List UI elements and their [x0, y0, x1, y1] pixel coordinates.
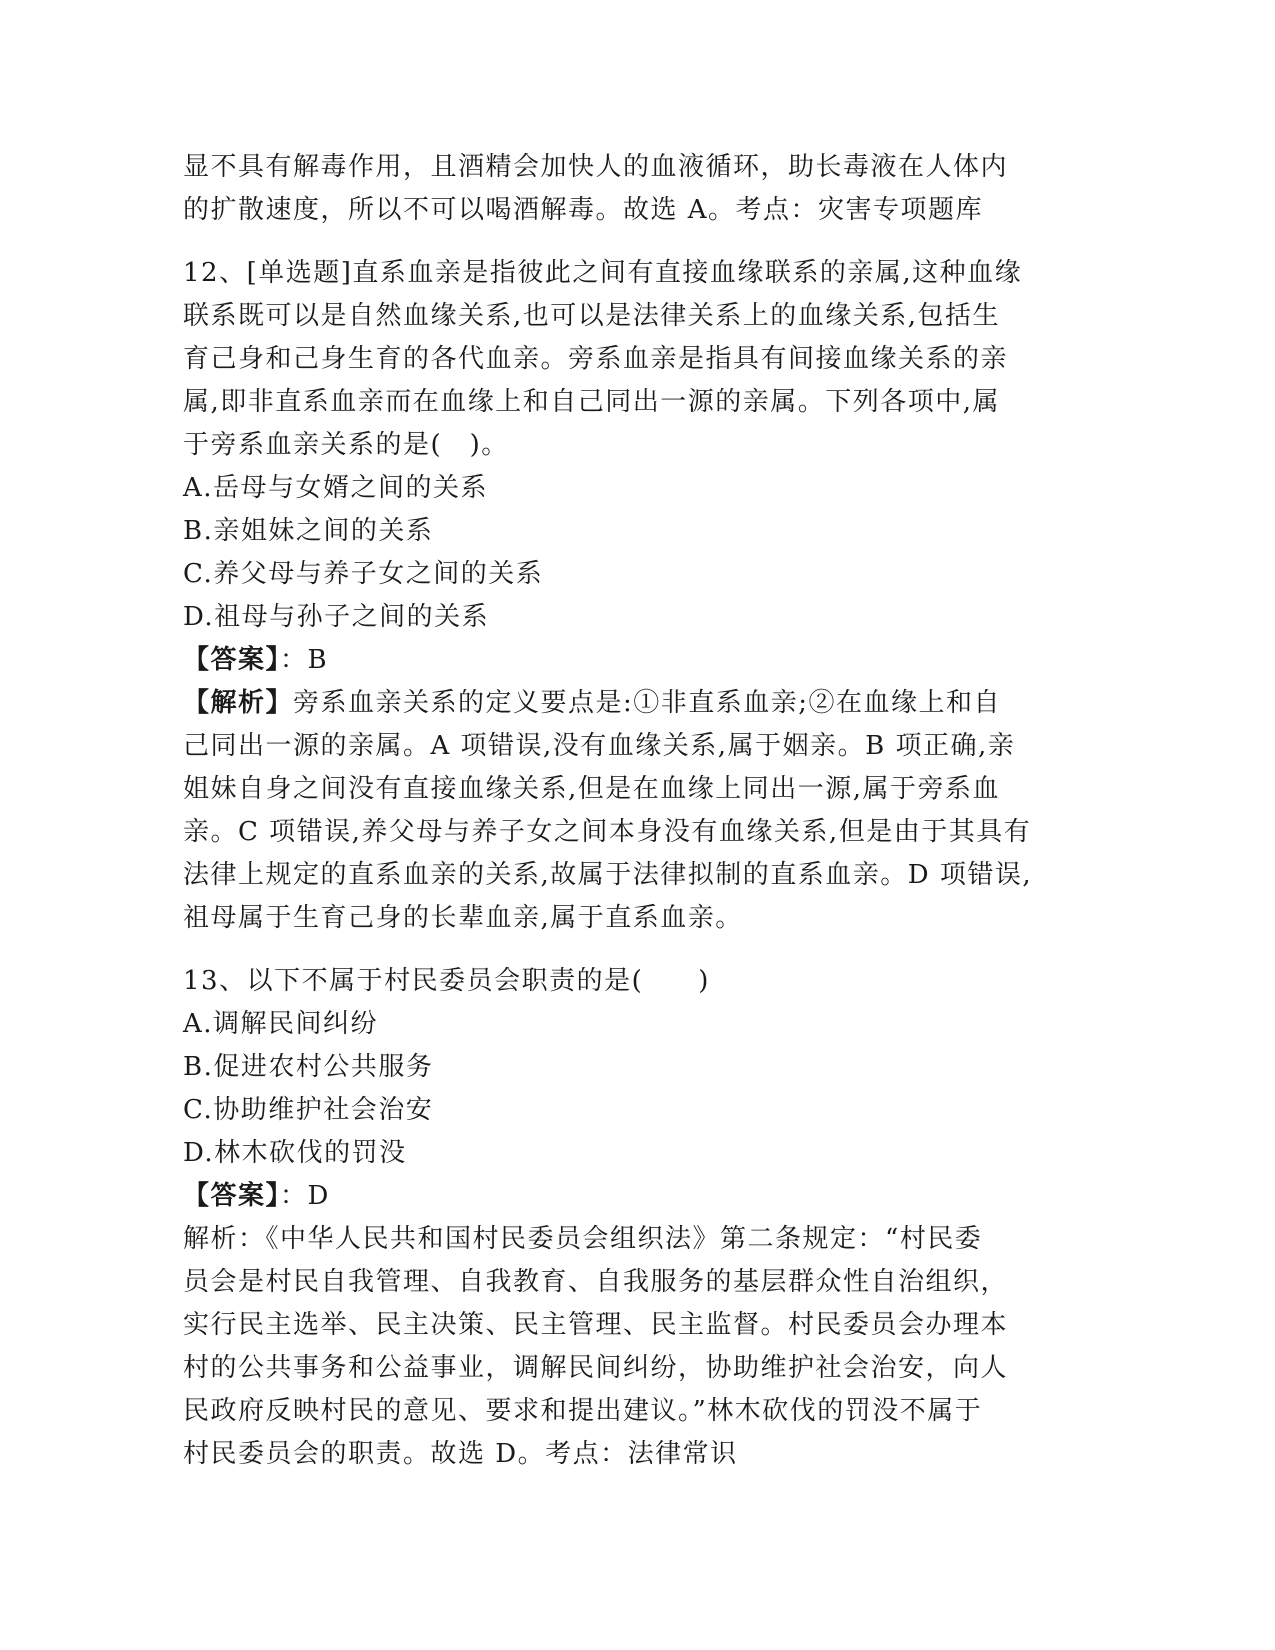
text-line: 解析：《中华人民共和国村民委员会组织法》第二条规定：“村民委 [183, 1224, 983, 1254]
answer-value: ：B [280, 645, 329, 675]
question-stem [183, 252, 1083, 467]
text-line: 祖母属于生育己身的长辈血亲,属于直系血亲。 [183, 903, 743, 933]
analysis-text: 旁系血亲关系的定义要点是:①非直系血亲;②在血缘上和自 [293, 688, 1002, 718]
option-b: B.促进农村公共服务 [183, 1052, 434, 1082]
option-list [183, 1003, 1083, 1175]
text-line: 12、[单选题]直系血亲是指彼此之间有直接血缘联系的亲属,这种血缘 [183, 258, 1023, 288]
text-line: 的扩散速度，所以不可以喝酒解毒。故选 A。考点：灾害专项题库 [183, 195, 984, 225]
question-stem [183, 960, 1083, 1003]
question-12 [183, 252, 1083, 940]
text-line: 法律上规定的直系血亲的关系,故属于法律拟制的直系血亲。D 项错误, [183, 860, 1033, 890]
option-d: D.祖母与孙子之间的关系 [183, 602, 490, 632]
text-line: 13、以下不属于村民委员会职责的是( ) [183, 966, 710, 996]
option-c: C.养父母与养子女之间的关系 [183, 559, 544, 589]
option-c: C.协助维护社会治安 [183, 1095, 434, 1125]
answer-line [183, 1175, 1083, 1218]
option-a: A.岳母与女婿之间的关系 [183, 473, 489, 503]
analysis [183, 1218, 1083, 1476]
answer-label: 【答案】 [183, 1181, 281, 1211]
text-line: 育己身和己身生育的各代血亲。旁系血亲是指具有间接血缘关系的亲 [183, 344, 1009, 374]
text-line: 显不具有解毒作用，且酒精会加快人的血液循环，助长毒液在人体内 [183, 152, 1009, 182]
text-line: 亲。C 项错误,养父母与养子女之间本身没有血缘关系,但是由于其具有 [183, 817, 1032, 847]
question-13 [183, 960, 1083, 1476]
text-line: 于旁系血亲关系的是( )。 [183, 430, 509, 460]
text-line: 员会是村民自我管理、自我教育、自我服务的基层群众性自治组织， [183, 1267, 1009, 1297]
option-b: B.亲姐妹之间的关系 [183, 516, 434, 546]
text-line: 民政府反映村民的意见、要求和提出建议。”林木砍伐的罚没不属于 [183, 1396, 983, 1426]
option-a: A.调解民间纠纷 [183, 1009, 379, 1039]
text-line: 村的公共事务和公益事业，调解民间纠纷，协助维护社会治安，向人 [183, 1353, 1009, 1383]
answer-value: ：D [280, 1181, 330, 1211]
document-page [183, 146, 1083, 1476]
option-list [183, 467, 1083, 639]
analysis-label: 【解析】 [183, 688, 294, 718]
text-line: 村民委员会的职责。故选 D。考点：法律常识 [183, 1439, 738, 1469]
analysis [183, 682, 1083, 940]
text-line: 姐妹自身之间没有直接血缘关系,但是在血缘上同出一源,属于旁系血 [183, 774, 1001, 804]
text-line: 联系既可以是自然血缘关系,也可以是法律关系上的血缘关系,包括生 [183, 301, 1001, 331]
text-line: 属,即非直系血亲而在血缘上和自己同出一源的亲属。下列各项中,属 [183, 387, 1001, 417]
option-d: D.林木砍伐的罚没 [183, 1138, 407, 1168]
answer-line [183, 639, 1083, 682]
text-line: 己同出一源的亲属。A 项错误,没有血缘关系,属于姻亲。B 项正确,亲 [183, 731, 1016, 761]
text-line: 实行民主选举、民主决策、民主管理、民主监督。村民委员会办理本 [183, 1310, 1009, 1340]
answer-label: 【答案】 [183, 645, 281, 675]
text-line [183, 682, 1083, 725]
prev-explanation [183, 146, 1083, 232]
